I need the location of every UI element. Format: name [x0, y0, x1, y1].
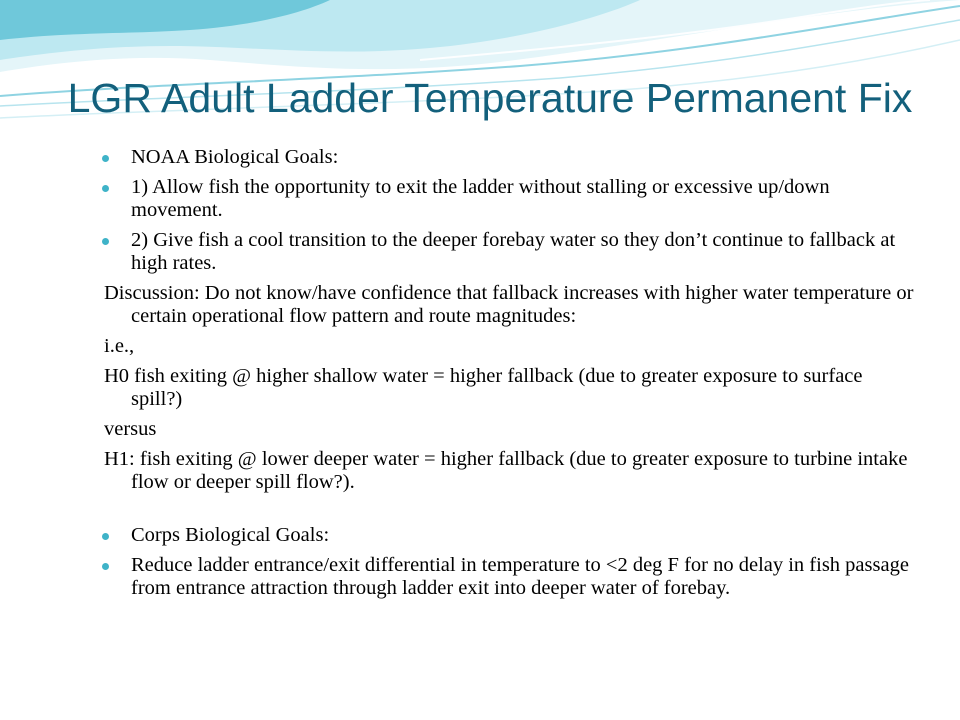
- body-paragraph: H0 fish exiting @ higher shallow water = higher fallback (due to greater exposure to surface spill?): [104, 365, 863, 410]
- bullet-item: 2) Give fish a cool transition to the deeper forebay water so they don’t continue to fallback at high rates.: [104, 229, 916, 275]
- bullet-item: 1) Allow fish the opportunity to exit the ladder without stalling or excessive up/down movement.: [104, 176, 916, 222]
- bullet-item: Corps Biological Goals:: [104, 524, 916, 547]
- body-paragraph: i.e.,: [104, 335, 135, 357]
- bullet-item: NOAA Biological Goals:: [104, 146, 916, 169]
- slide-title: LGR Adult Ladder Temperature Permanent Fix: [67, 75, 913, 121]
- body-paragraph: versus: [104, 418, 157, 440]
- slide-body: [104, 146, 916, 607]
- bullet-item: Reduce ladder entrance/exit differential in temperature to <2 deg F for no delay in fish passage from entrance attraction through ladder exit into deeper water of forebay.: [104, 554, 916, 600]
- body-paragraph: H1: fish exiting @ lower deeper water = higher fallback (due to greater exposure to turbine intake flow or deeper spill flow?).: [104, 448, 908, 493]
- body-paragraph: Discussion: Do not know/have confidence that fallback increases with higher water temperature or certain operational flow pattern and route magnitudes:: [104, 282, 914, 327]
- paragraph-spacer: [104, 501, 916, 524]
